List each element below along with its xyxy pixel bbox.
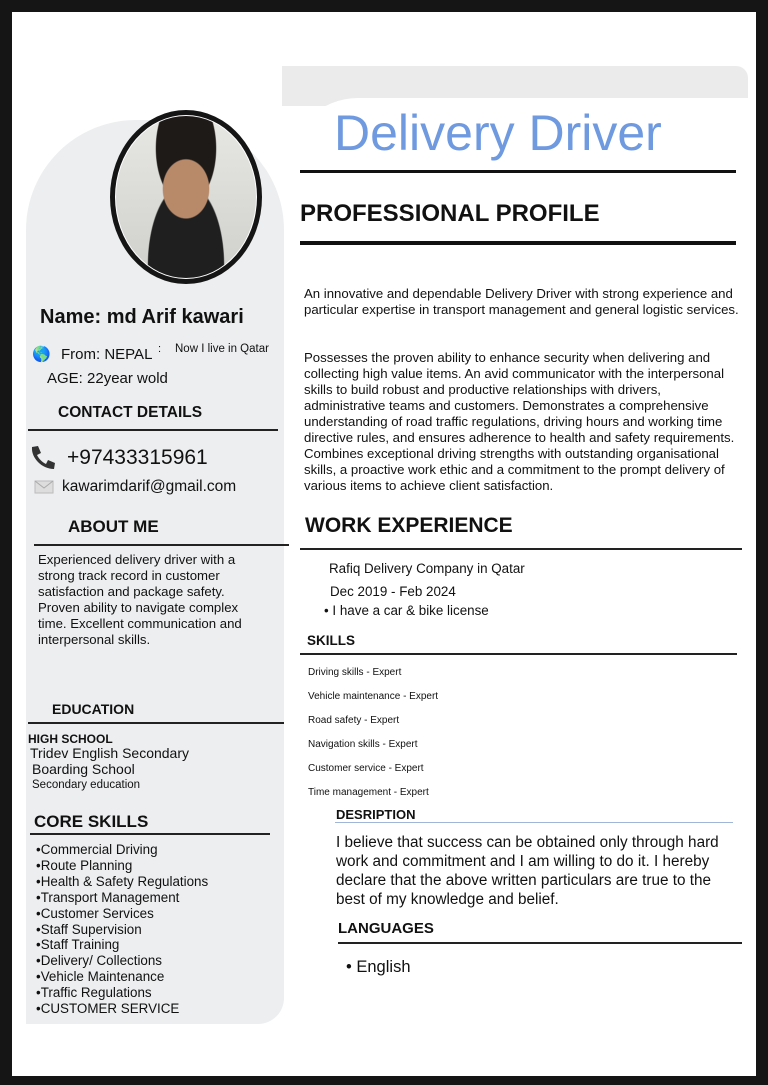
- divider: [300, 653, 737, 655]
- skill-item: Time management - Expert: [308, 787, 429, 798]
- work-dates: Dec 2019 - Feb 2024: [330, 584, 456, 599]
- core-skills-heading: CORE SKILLS: [34, 812, 149, 831]
- work-note: • I have a car & bike license: [324, 603, 489, 618]
- list-item: • Vehicle Maintenance: [36, 969, 208, 985]
- divider: [30, 833, 270, 835]
- description-text: I believe that success can be obtained only through hard work and commitment and I am willing to do it. I hereby declare that the above written particulars are true to the best of my knowledge and belief.: [336, 834, 719, 908]
- list-item: • Delivery/ Collections: [36, 953, 208, 969]
- description-heading: DESRIPTION: [336, 807, 416, 822]
- page-title: Delivery Driver: [334, 105, 662, 161]
- list-item: • Staff Training: [36, 937, 208, 953]
- profile-photo: [116, 116, 256, 278]
- list-item: • Traffic Regulations: [36, 985, 208, 1001]
- skill-item: Driving skills - Expert: [308, 667, 402, 678]
- profile-heading: PROFESSIONAL PROFILE: [300, 200, 600, 227]
- phone-icon: [28, 444, 56, 477]
- list-item: • Commercial Driving: [36, 842, 208, 858]
- divider: [338, 942, 742, 944]
- phone-number[interactable]: +97433315961: [67, 446, 208, 469]
- languages-heading: LANGUAGES: [338, 920, 434, 937]
- divider: [300, 170, 736, 173]
- skill-item: Customer service - Expert: [308, 763, 424, 774]
- live-label: Now I live in Qatar: [175, 343, 269, 355]
- profile-text-2: Possesses the proven ability to enhance security when delivering and collecting high value items. An avid communicator with the interpersonal skills to build robust and productive relationships with drivers, administrative teams and customers. Demonstrates a comprehensive understanding of road traffic regulations, driving hours and working time directive rules, and ensures adherence to health and safety requirements. Combines exceptional driving strengths with outstanding organisational skills, a proactive work ethic and a commitment to the prompt delivery of various items to achieve client satisfaction.: [304, 350, 735, 493]
- education-heading: EDUCATION: [52, 701, 135, 717]
- globe-icon: 🌎: [32, 346, 51, 363]
- divider: [300, 241, 736, 245]
- skill-item: Road safety - Expert: [308, 715, 400, 726]
- core-skills-list: [36, 842, 208, 1017]
- skill-item: Vehicle maintenance - Expert: [308, 691, 439, 702]
- school-name-2: Boarding School: [32, 761, 135, 777]
- skills-heading: SKILLS: [307, 633, 356, 648]
- contact-heading: CONTACT DETAILS: [58, 404, 203, 421]
- divider: [34, 544, 289, 546]
- divider: [300, 548, 742, 550]
- work-heading: WORK EXPERIENCE: [305, 514, 513, 537]
- age-label: AGE: 22year wold: [47, 370, 168, 387]
- from-label: From: NEPAL: [61, 346, 153, 363]
- divider: [28, 429, 278, 431]
- email-icon: [34, 480, 54, 499]
- education-level: HIGH SCHOOL: [28, 732, 113, 746]
- work-company: Rafiq Delivery Company in Qatar: [329, 561, 525, 576]
- name-label: Name: md Arif kawari: [40, 306, 244, 328]
- language-item: • English: [346, 958, 411, 976]
- education-type: Secondary education: [32, 779, 141, 791]
- list-item: • Transport Management: [36, 890, 208, 906]
- resume-page: Delivery Driver PROFESSIONAL PROFILE An innovative and dependable Delivery Driver with strong experience and particular expertise in transport management and general logistic services. Possesses the proven ability to enhance security when delivering and collecting high value items. An avid communicator with the interpersonal skills to build robust and productive relationships with drivers, administrative teams and customers. Demonstrates a comprehensive understanding of road traffic regulations, driving hours and working time directive rules, and ensures adherence to health and safety requirements. Combines exceptional driving strengths with outstanding organisational skills, a proactive work ethic and a commitment to the prompt delivery of various items to achieve client satisfaction. Name: md Arif kawari 🌎 From: NEPAL : Now I live in Qatar AGE: 22year wold CONTACT DETAILS +97433315961 kawarimdarif@gmail.com ABOUT ME Experienced delivery driver with a strong track record in customer satisfaction and package safety. Proven ability to navigate complex time. Excellent communication and interpersonal skills. EDUCATION HIGH SCHOOL Tridev English Secondary Boarding School Secondary education CORE SKILLS • Commercial Driving • Route Planning • Health & Safety Regulations • Transport Management • Customer Services • Staff Supervision • Staff Training • Delivery/ Collections • Vehicle Maintenance • Traffic Regulations • CUSTOMER SERVICE WORK EXPERIENCE Rafiq Delivery Company in Qatar Dec 2019 - Feb 2024 • I have a car & bike license SKILLS Driving skills - Expert Vehicle maintenance - Expert Road safety - Expert Navigation skills - Expert Customer service - Expert Time management - Expert DESRIPTION I believe that success can be obtained only through hard work and commitment and I am willing to do it. I hereby declare that the above written particulars are true to the best of my knowledge and belief. LANGUAGES • English: [12, 12, 756, 1076]
- list-item: • Health & Safety Regulations: [36, 874, 208, 890]
- school-name-1: Tridev English Secondary: [30, 745, 190, 761]
- list-item: • Customer Services: [36, 906, 208, 922]
- skill-item: Navigation skills - Expert: [308, 739, 418, 750]
- list-item: • CUSTOMER SERVICE: [36, 1001, 208, 1017]
- list-item: • Staff Supervision: [36, 922, 208, 938]
- divider: [28, 722, 284, 724]
- profile-text-1: An innovative and dependable Delivery Driver with strong experience and particular expertise in transport management and general logistic services.: [304, 286, 739, 317]
- about-text: Experienced delivery driver with a strong track record in customer satisfaction and package safety. Proven ability to navigate complex time. Excellent communication and interpersonal skills.: [38, 552, 242, 647]
- divider: [335, 822, 733, 823]
- email-address[interactable]: kawarimdarif@gmail.com: [62, 478, 237, 495]
- list-item: • Route Planning: [36, 858, 208, 874]
- about-heading: ABOUT ME: [68, 517, 159, 536]
